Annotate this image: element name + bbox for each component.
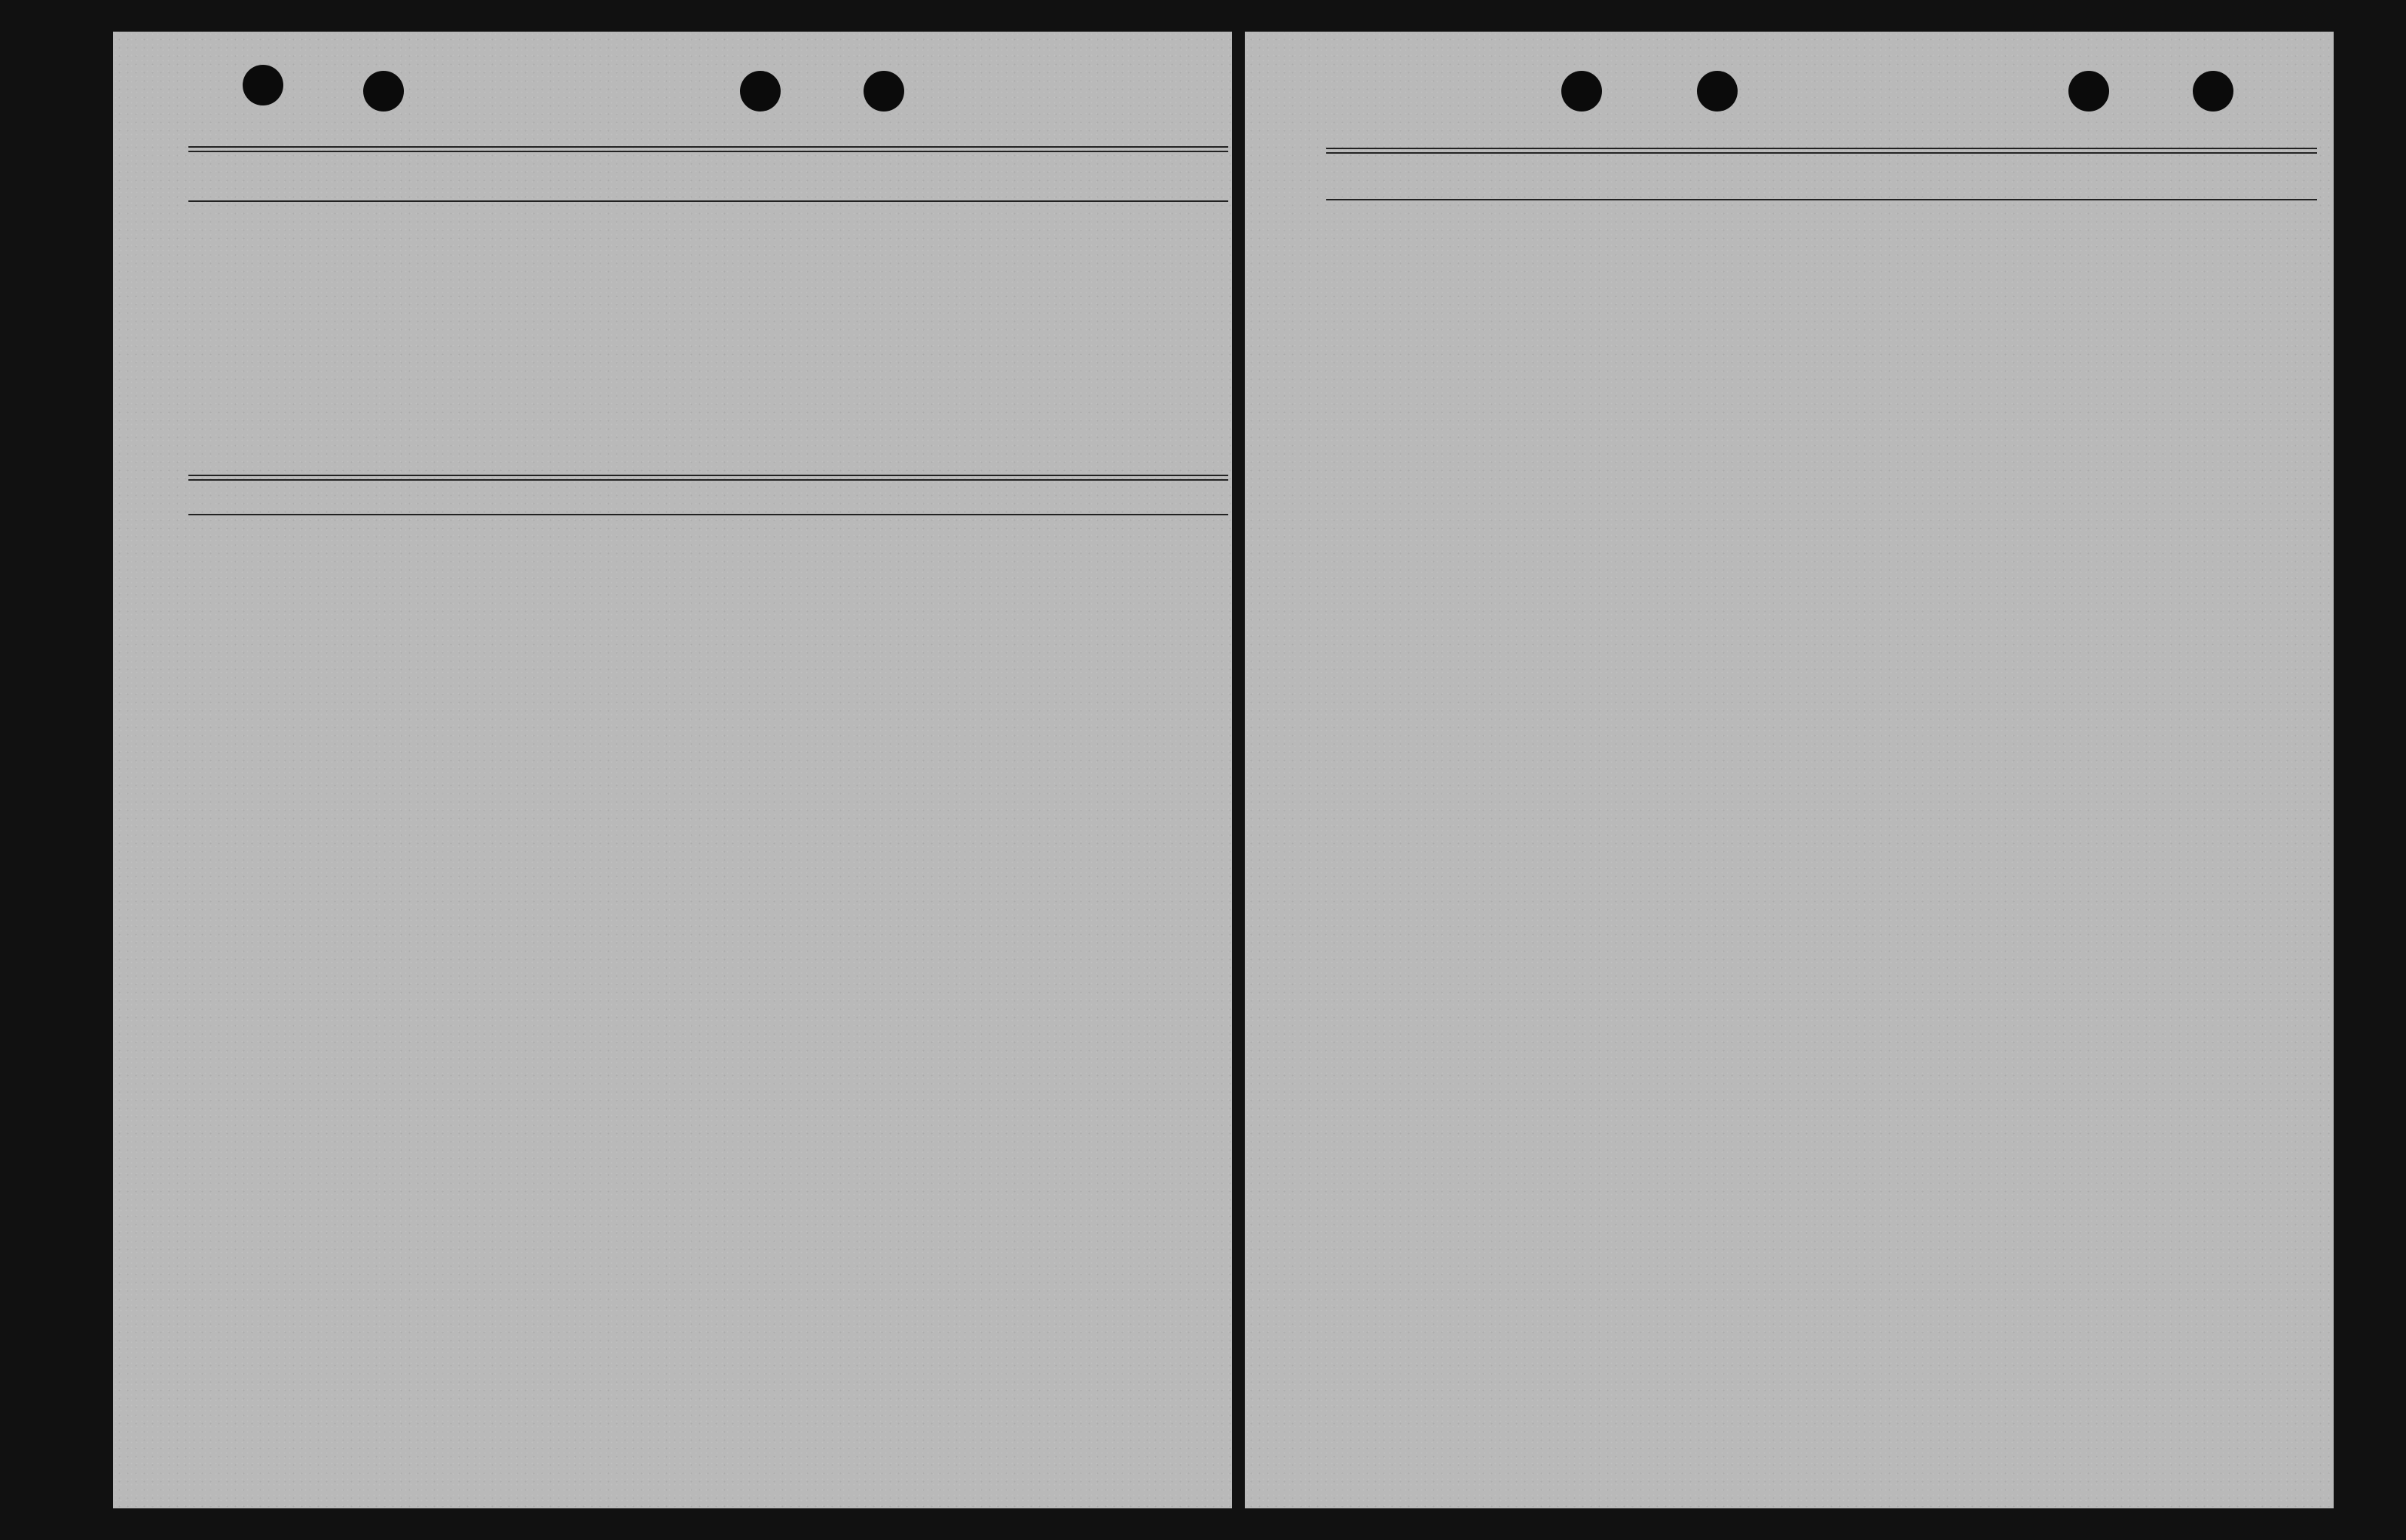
- header-rule: [188, 514, 1228, 515]
- table-top-rule: [188, 151, 1228, 152]
- table-top-rule: [188, 479, 1228, 481]
- binder-hole: [243, 65, 283, 105]
- binder-hole: [2193, 71, 2233, 112]
- binder-hole: [363, 71, 404, 112]
- table-top-rule: [1326, 152, 2317, 154]
- header-rule: [188, 200, 1228, 202]
- binder-hole: [864, 71, 904, 112]
- binder-hole: [1561, 71, 1602, 112]
- table-top-rule: [188, 146, 1228, 148]
- binder-hole: [2068, 71, 2109, 112]
- table-top-rule: [1326, 148, 2317, 149]
- left-page: [113, 32, 1232, 1508]
- header-rule: [1326, 199, 2317, 200]
- table-top-rule: [188, 475, 1228, 476]
- binder-hole: [740, 71, 781, 112]
- right-page: [1245, 32, 2334, 1508]
- binder-hole: [1697, 71, 1738, 112]
